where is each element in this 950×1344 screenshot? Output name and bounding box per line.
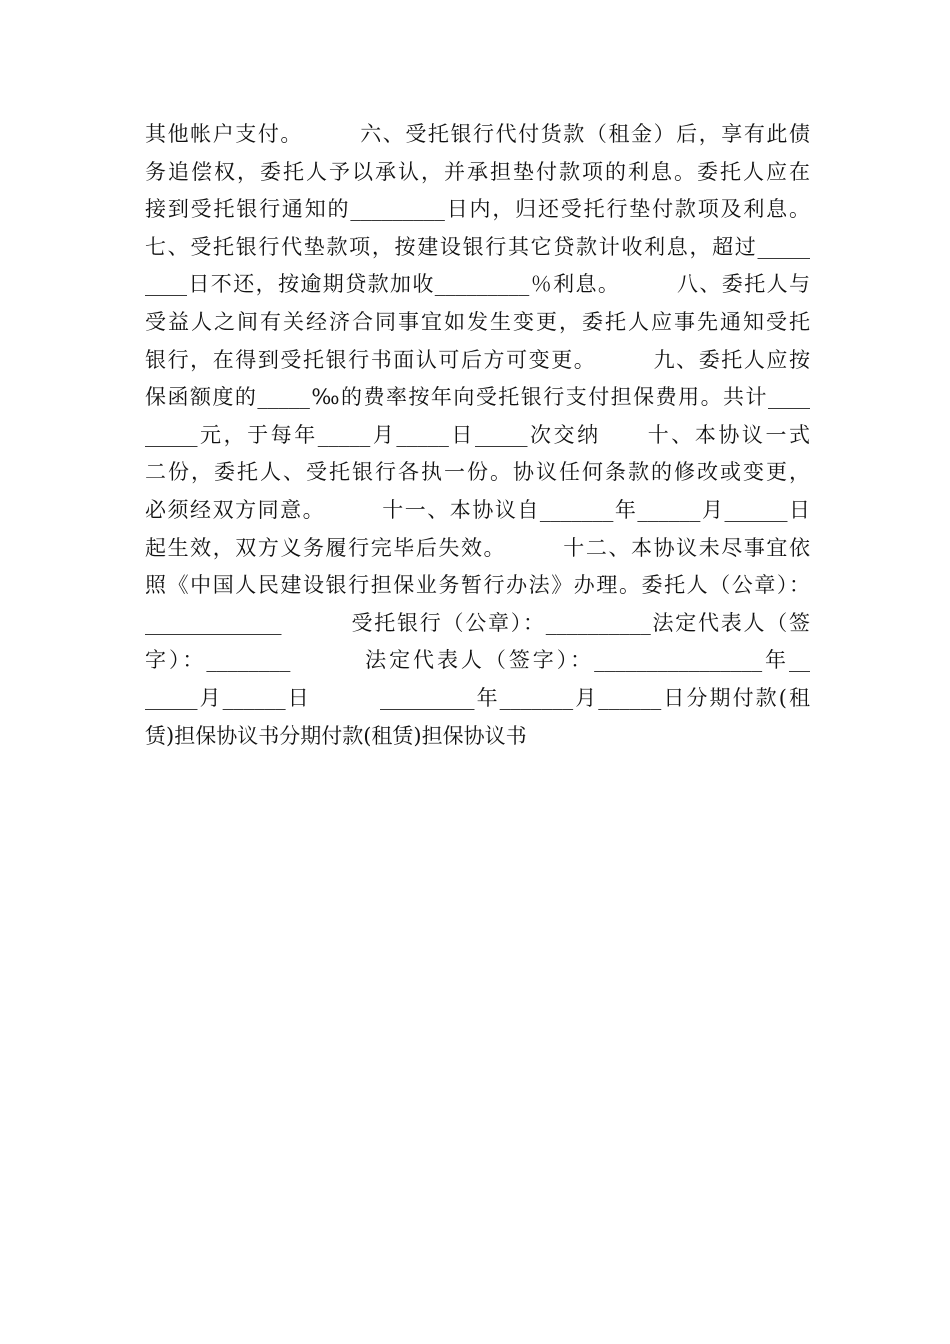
text-line: 字）：________ 法定代表人（签字）：________________年__ (145, 648, 810, 673)
text-line: ____日不还，按逾期贷款加收_________％利息。 八、委托人与 (145, 272, 810, 297)
text-line: 必须经双方同意。 十一、本协议自_______年______月______日 (145, 497, 810, 522)
text-line: 七、受托银行代垫款项，按建设银行其它贷款计收利息，超过_____ (145, 234, 810, 259)
text-line: 二份，委托人、受托银行各执一份。协议任何条款的修改或变更， (145, 460, 810, 485)
text-line: _____________ 受托银行（公章）：__________法定代表人（签 (145, 610, 810, 635)
text-line: 务追偿权，委托人予以承认，并承担垫付款项的利息。委托人应在 (145, 159, 810, 184)
text-line: _____元，于每年_____月_____日_____次交纳 十、本协议一式 (145, 422, 810, 447)
agreement-body-text (145, 116, 810, 755)
text-line: 起生效，双方义务履行完毕后失效。 十二、本协议未尽事宜依 (145, 535, 810, 560)
text-line: 银行，在得到受托银行书面认可后方可变更。 九、委托人应按 (145, 347, 810, 372)
text-line: 照《中国人民建设银行担保业务暂行办法》办理。委托人（公章）： (145, 573, 810, 598)
text-line: 保函额度的_____‰的费率按年向受托银行支付担保费用。共计____ (145, 385, 810, 410)
text-line: 受益人之间有关经济合同事宜如发生变更，委托人应事先通知受托 (145, 309, 810, 334)
text-line: _____月______日 _________年_______月______日分期付款(租 (145, 685, 810, 710)
text-line-last: 赁)担保协议书分期付款(租赁)担保协议书 (145, 723, 527, 748)
text-line: 其他帐户支付。 六、受托银行代付货款（租金）后，享有此债 (145, 122, 810, 146)
text-line: 接到受托银行通知的_________日内，归还受托行垫付款项及利息。 (145, 197, 810, 222)
